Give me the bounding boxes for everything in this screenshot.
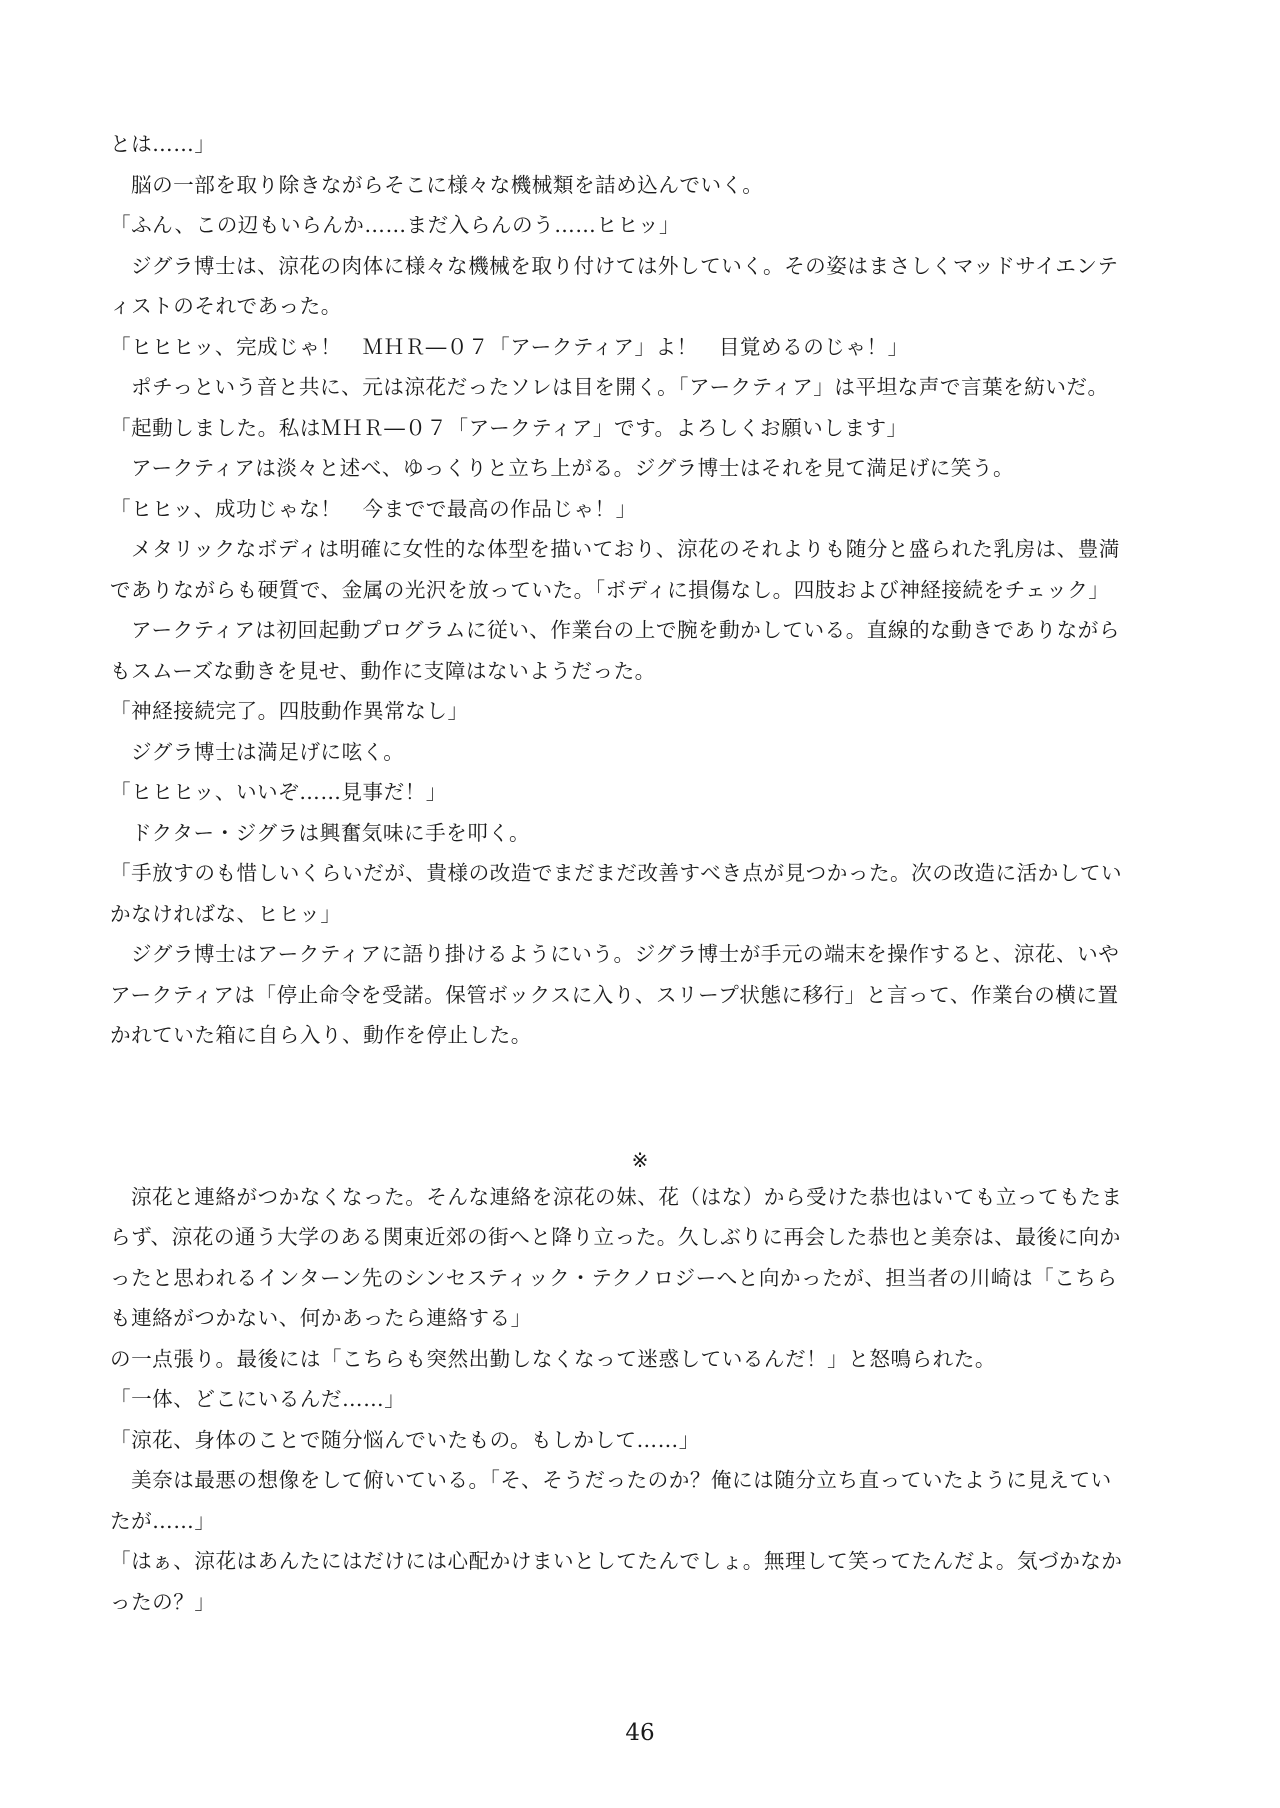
text-line: 「起動しました。私はＭＨＲ―０７「アークティア」です。よろしくお願いします」	[110, 415, 908, 440]
text-line: 美奈は最悪の想像をして俯いている。「そ、そうだったのか？俺には随分立ち直っていたように見えてい	[131, 1468, 1112, 1492]
text-line: たが……」	[110, 1508, 216, 1533]
text-line: ィストのそれであった。	[110, 294, 342, 318]
text-line: 「手放すのも惜しいくらいだが、貴様の改造でまだまだ改善すべき点が見つかった。次の改造に活かしてい	[110, 861, 1123, 885]
text-line: 「はぁ、涼花はあんたにはだけには心配かけまいとしてたんでしょ。無理して笑ってたんだよ。気づかなか	[110, 1549, 1123, 1573]
text-line: 「一体、どこにいるんだ……」	[110, 1387, 406, 1411]
text-line: ジグラ博士はアークティアに語り掛けるようにいう。ジグラ博士が手元の端末を操作すると、涼花、いや	[131, 942, 1120, 966]
text-line: アークティアは淡々と述べ、ゆっくりと立ち上がる。ジグラ博士はそれを見て満足げに笑う。	[131, 456, 1015, 480]
text-line: もスムーズな動きを見せ、動作に支障はないようだった。	[110, 658, 656, 683]
text-line: 涼花と連絡がつかなくなった。そんな連絡を涼花の妹、花（はな）から受けた恭也はいても立ってもたま	[131, 1184, 1123, 1209]
section-before-break	[110, 124, 1178, 1056]
text-line: 「ヒヒヒッ、完成じゃ！ ＭＨＲ―０７「アークティア」よ！ 目覚めるのじゃ！」	[110, 334, 909, 359]
text-line: 「ヒヒッ、成功じゃな！ 今までで最高の作品じゃ！」	[110, 496, 637, 521]
text-line: 「涼花、身体のことで随分悩んでいたもの。もしかして……」	[110, 1427, 700, 1452]
text-line: ドクター・ジグラは興奮気味に手を叩く。	[131, 820, 531, 845]
text-line: ったの？」	[110, 1589, 216, 1614]
text-line: らず、涼花の通う大学のある関東近郊の街へと降り立った。久しぶりに再会した恭也と美奈は、最後に向か	[110, 1225, 1121, 1249]
text-line: ジグラ博士は満足げに呟く。	[131, 739, 405, 764]
text-line: の一点張り。最後には「こちらも突然出勤しなくなって迷惑しているんだ！」と怒鳴られた。	[110, 1346, 996, 1371]
text-line: 「神経接続完了。四肢動作異常なし」	[110, 699, 469, 723]
page-number: 46	[625, 1720, 655, 1746]
text-line: アークティアは「停止命令を受諾。保管ボックスに入り、スリープ状態に移行」と言って、作業台の横に置	[110, 982, 1119, 1007]
text-line: でありながらも硬質で、金属の光沢を放っていた。「ボディに損傷なし。四肢および神経接続をチェック」	[110, 577, 1110, 602]
body-text	[110, 124, 1178, 1622]
text-line: 「ふん、この辺もいらんか……まだ入らんのう……ヒヒッ」	[110, 213, 681, 237]
section-after-break	[110, 1177, 1178, 1623]
text-line: アークティアは初回起動プログラムに従い、作業台の上で腕を動かしている。直線的な動きでありながら	[131, 618, 1120, 642]
text-line: かれていた箱に自ら入り、動作を停止した。	[110, 1023, 532, 1047]
text-line: 「ヒヒヒッ、いいぞ……見事だ！」	[110, 780, 447, 804]
text-line: ジグラ博士は、涼花の肉体に様々な機械を取り付けては外していく。その姿はまさしくマッドサイエンテ	[131, 253, 1119, 278]
text-line: とは……」	[110, 132, 216, 156]
text-line: ポチっという音と共に、元は涼花だったソレは目を開く。「アークティア」は平坦な声で言葉を紡いだ。	[131, 375, 1109, 399]
scene-break-mark: ※	[631, 1148, 649, 1172]
text-line: も連絡がつかない、何かあったら連絡する」	[110, 1306, 532, 1330]
text-line: かなければな、ヒヒッ」	[110, 901, 342, 926]
text-line: ったと思われるインターン先のシンセスティック・テクノロジーへと向かったが、担当者の川崎は「こちら	[110, 1265, 1118, 1290]
text-line: 脳の一部を取り除きながらそこに様々な機械類を詰め込んでいく。	[131, 172, 764, 197]
text-line: メタリックなボディは明確に女性的な体型を描いており、涼花のそれよりも随分と盛られた乳房は、豊満	[131, 537, 1120, 561]
